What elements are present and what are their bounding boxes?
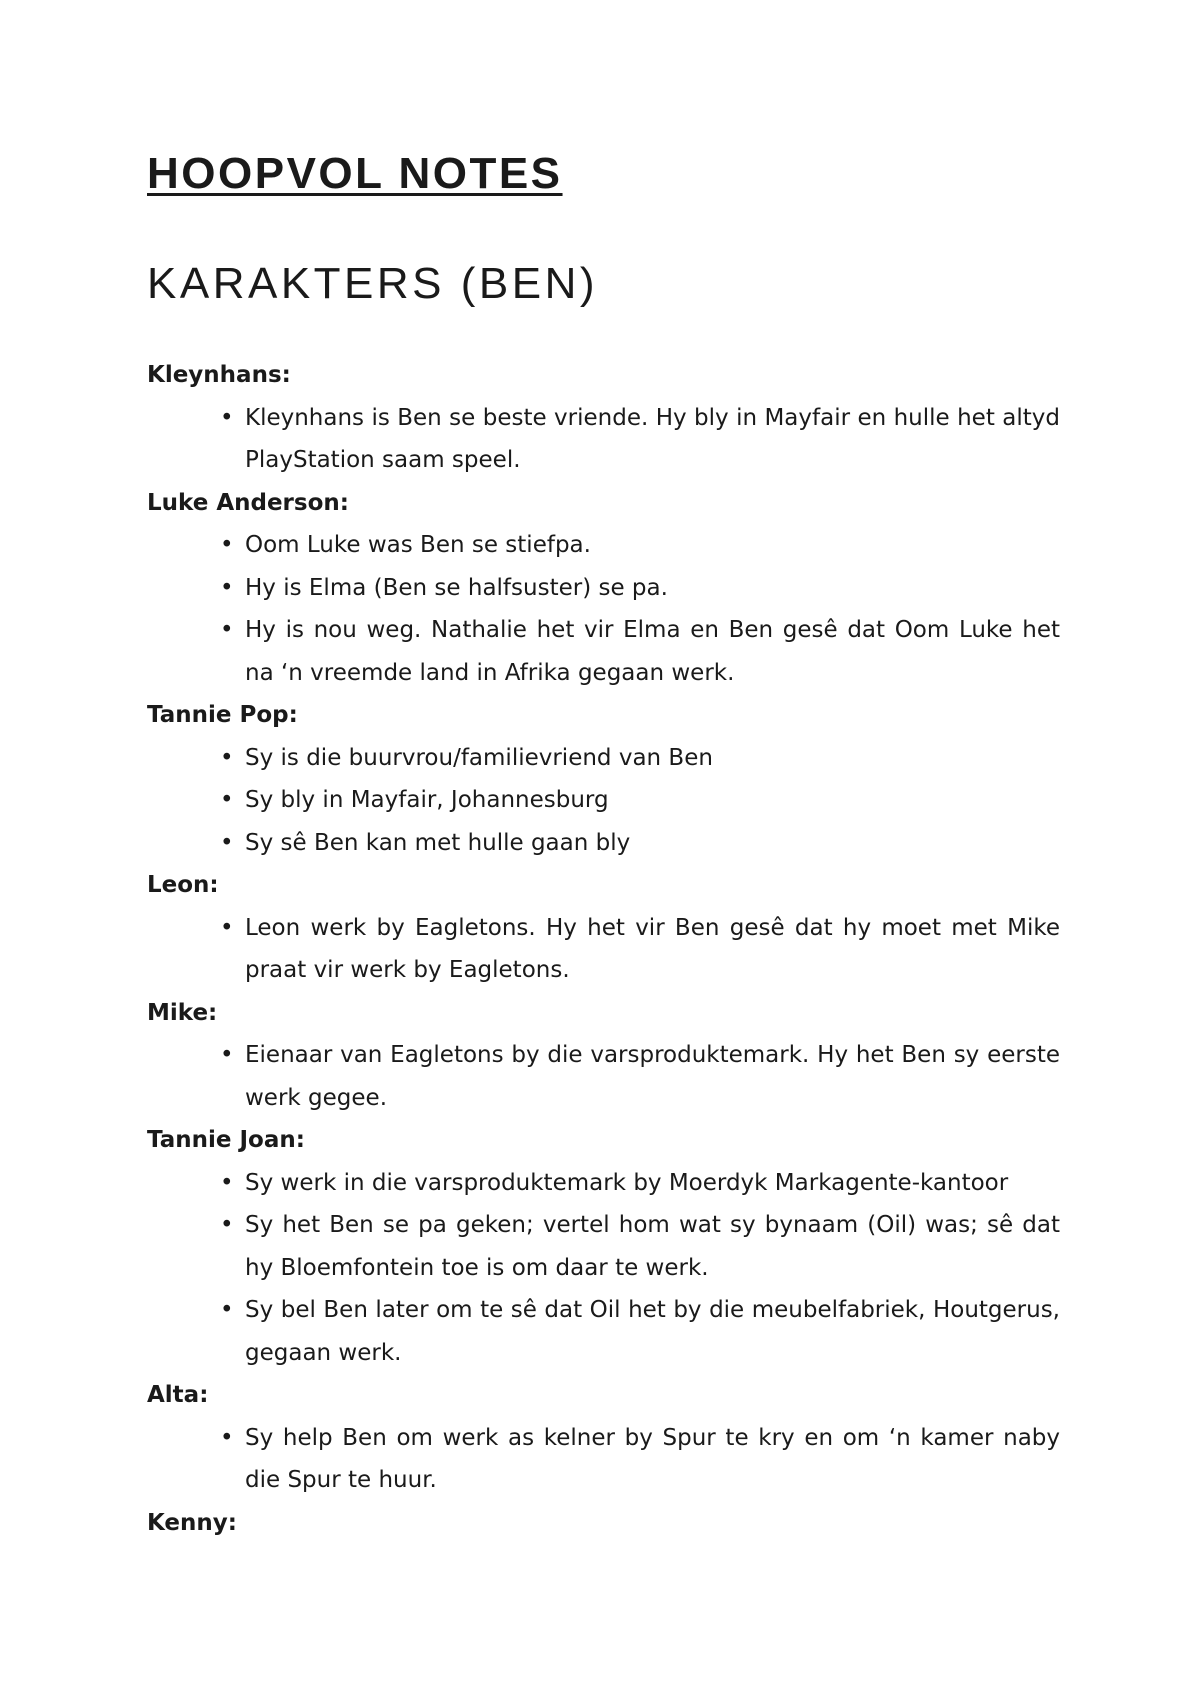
character-name: Luke Anderson: [147,489,349,516]
character-entry-alta [147,1374,1060,1502]
note-text: Oom Luke was Ben se stiefpa. [245,532,591,558]
note-item [147,1162,1060,1205]
bullet-icon: • [220,829,234,856]
note-item [147,397,1060,482]
bullet-icon: • [220,1212,234,1238]
bullet-icon: • [220,1424,234,1451]
note-text: Sy werk in die varsproduktemark by Moerdyk Markagente-kantoor [245,1169,1009,1196]
note-item [147,1289,1060,1374]
note-text: Sy bel Ben later om te sê dat Oil het by die meubelfabriek, Houtgerus, gegaan werk. [245,1297,1060,1366]
character-name: Kleynhans: [147,362,291,388]
note-item [147,1034,1060,1119]
character-notes [147,524,1060,694]
note-item [147,1204,1060,1289]
note-text: Sy het Ben se pa geken; vertel hom wat sy bynaam (Oil) was; sê dat hy Bloemfontein toe is om daar te werk. [245,1212,1060,1281]
bullet-icon: • [220,744,234,771]
character-entry-kenny [147,1502,1060,1545]
note-item [147,609,1060,694]
character-name: Mike: [147,999,218,1026]
bullet-icon: • [220,404,234,431]
bullet-icon: • [220,914,234,941]
note-text: Kleynhans is Ben se beste vriende. Hy bly in Mayfair en hulle het altyd PlayStation saam speel. [245,404,1060,473]
character-entry-tannie-pop [147,694,1060,864]
character-notes [147,1034,1060,1119]
bullet-icon: • [220,787,234,813]
note-item [147,907,1060,992]
bullet-icon: • [220,1297,234,1323]
character-name: Tannie Joan: [147,1127,305,1153]
bullet-icon: • [220,617,234,643]
character-name: Leon: [147,872,219,898]
note-text: Sy bly in Mayfair, Johannesburg [245,787,609,813]
character-notes [147,1162,1060,1375]
note-text: Eienaar van Eagletons by die varsproduktemark. Hy het Ben sy eerste werk gegee. [245,1042,1060,1111]
character-notes [147,1417,1060,1502]
character-notes [147,907,1060,992]
note-text: Hy is nou weg. Nathalie het vir Elma en Ben gesê dat Oom Luke het na ‘n vreemde land in Afrika gegaan werk. [245,617,1060,686]
note-item [147,567,1060,610]
character-notes [147,397,1060,482]
character-notes [147,737,1060,865]
note-text: Sy sê Ben kan met hulle gaan bly [245,829,631,856]
bullet-icon: • [220,1042,234,1068]
character-entry-mike [147,992,1060,1120]
note-text: Hy is Elma (Ben se halfsuster) se pa. [245,574,668,601]
bullet-icon: • [220,1169,234,1196]
note-item [147,524,1060,567]
note-text: Leon werk by Eagletons. Hy het vir Ben gesê dat hy moet met Mike praat vir werk by Eagletons. [245,914,1060,983]
document-title: HOOPVOL NOTES [147,149,563,198]
note-item [147,1417,1060,1502]
note-item [147,779,1060,822]
bullet-icon: • [220,532,234,558]
character-entry-tannie-joan [147,1119,1060,1374]
character-entry-luke-anderson [147,482,1060,695]
character-name: Tannie Pop: [147,702,298,728]
section-heading: KARAKTERS (BEN) [147,259,599,308]
note-item [147,822,1060,865]
character-list [147,354,1060,1544]
character-entry-leon [147,864,1060,992]
bullet-icon: • [220,574,234,601]
character-entry-kleynhans [147,354,1060,482]
note-text: Sy is die buurvrou/familievriend van Ben [245,744,713,771]
character-name: Kenny: [147,1509,237,1536]
note-item [147,737,1060,780]
note-text: Sy help Ben om werk as kelner by Spur te kry en om ‘n kamer naby die Spur te huur. [245,1424,1060,1493]
character-name: Alta: [147,1382,209,1408]
